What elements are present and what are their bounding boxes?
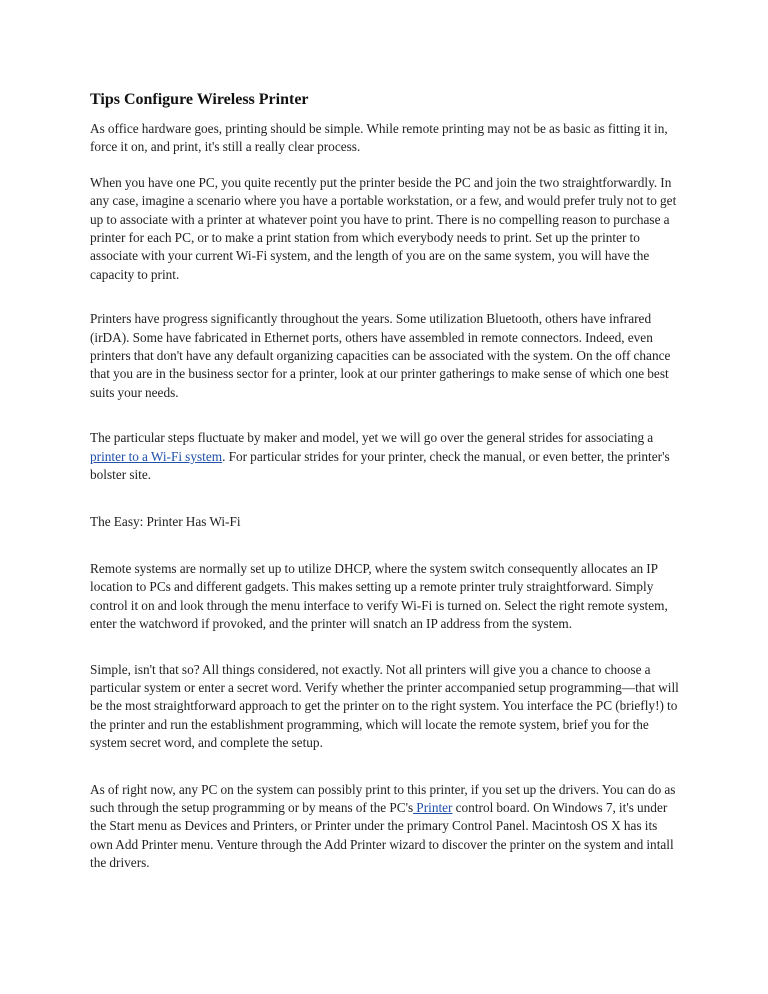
paragraph-one-pc: When you have one PC, you quite recently put the printer beside the PC and join the two straightforwardly. In any case, imagine a scenario where you have a portable workstation, or a few, and would prefer truly not to get up to associate with a printer at whatever point you have to print. There is no compelling reason to purchase a printer for each PC, or to make a print station from which everybody needs to print. Set up the printer to associate with your current Wi-Fi system, and the length of you are on the same system, you will have the capacity to print. xyxy=(90,174,677,282)
subheading-easy: The Easy: Printer Has Wi-Fi xyxy=(90,513,241,529)
paragraph-steps-text-before: The particular steps fluctuate by maker and model, yet we will go over the general strides for associating a xyxy=(90,430,654,446)
document-page xyxy=(90,90,680,873)
paragraph-steps-text-after: . For particular strides for your printer, check the manual, or even better, the printer's bolster site. xyxy=(90,448,670,483)
paragraph-steps xyxy=(90,429,680,484)
paragraph-printer-progress: Printers have progress significantly throughout the years. Some utilization Bluetooth, others have infrared (irDA). Some have fabricated in Ethernet ports, others have assembled in remote connectors. Indeed, even printers that don't have any default organizing capacities can be associated with the system. On the off chance that you are in the business sector for a printer, look at our printer gatherings to make sense of which one best suits your needs. xyxy=(90,311,671,400)
paragraph-drivers-text-after: control board. On Windows 7, it's under the Start menu as Devices and Printers, or Printer under the primary Control Panel. Macintosh OS X has its own Add Printer menu. Venture through the Add Printer wizard to discover the printer on the system and intall the drivers. xyxy=(90,799,674,871)
document-title: Tips Configure Wireless Printer xyxy=(90,91,309,108)
paragraph-dhcp: Remote systems are normally set up to utilize DHCP, where the system switch consequently allocates an IP location to PCs and different gadgets. This makes setting up a remote printer truly straightforward. Simply control it on and look through the menu interface to verify Wi-Fi is turned on. Select the right remote system, enter the watchword if provoked, and the printer will snatch an IP address from the system. xyxy=(90,560,668,632)
paragraph-intro: As office hardware goes, printing should be simple. While remote printing may not be as basic as fitting it in, force it on, and print, it's still a really clear process. xyxy=(90,121,668,155)
printer-wifi-link[interactable]: printer to a Wi-Fi system xyxy=(90,448,223,464)
printer-link[interactable]: Printer xyxy=(413,799,453,815)
paragraph-drivers-text-before: As of right now, any PC on the system can possibly print to this printer, if you set up the drivers. You can do as such through the setup programming or by means of the PC's xyxy=(90,781,676,815)
paragraph-simple: Simple, isn't that so? All things considered, not exactly. Not all printers will give you a chance to choose a particular system or enter a secret word. Verify whether the printer accompanied setup programming—that will be the most straightforward approach to get the printer on to the right system. You interface the PC (briefly!) to the printer and run the establishment programming, which will locate the remote system, brief you for the system secret word, and complete the setup. xyxy=(90,661,679,751)
paragraph-drivers xyxy=(90,781,680,873)
